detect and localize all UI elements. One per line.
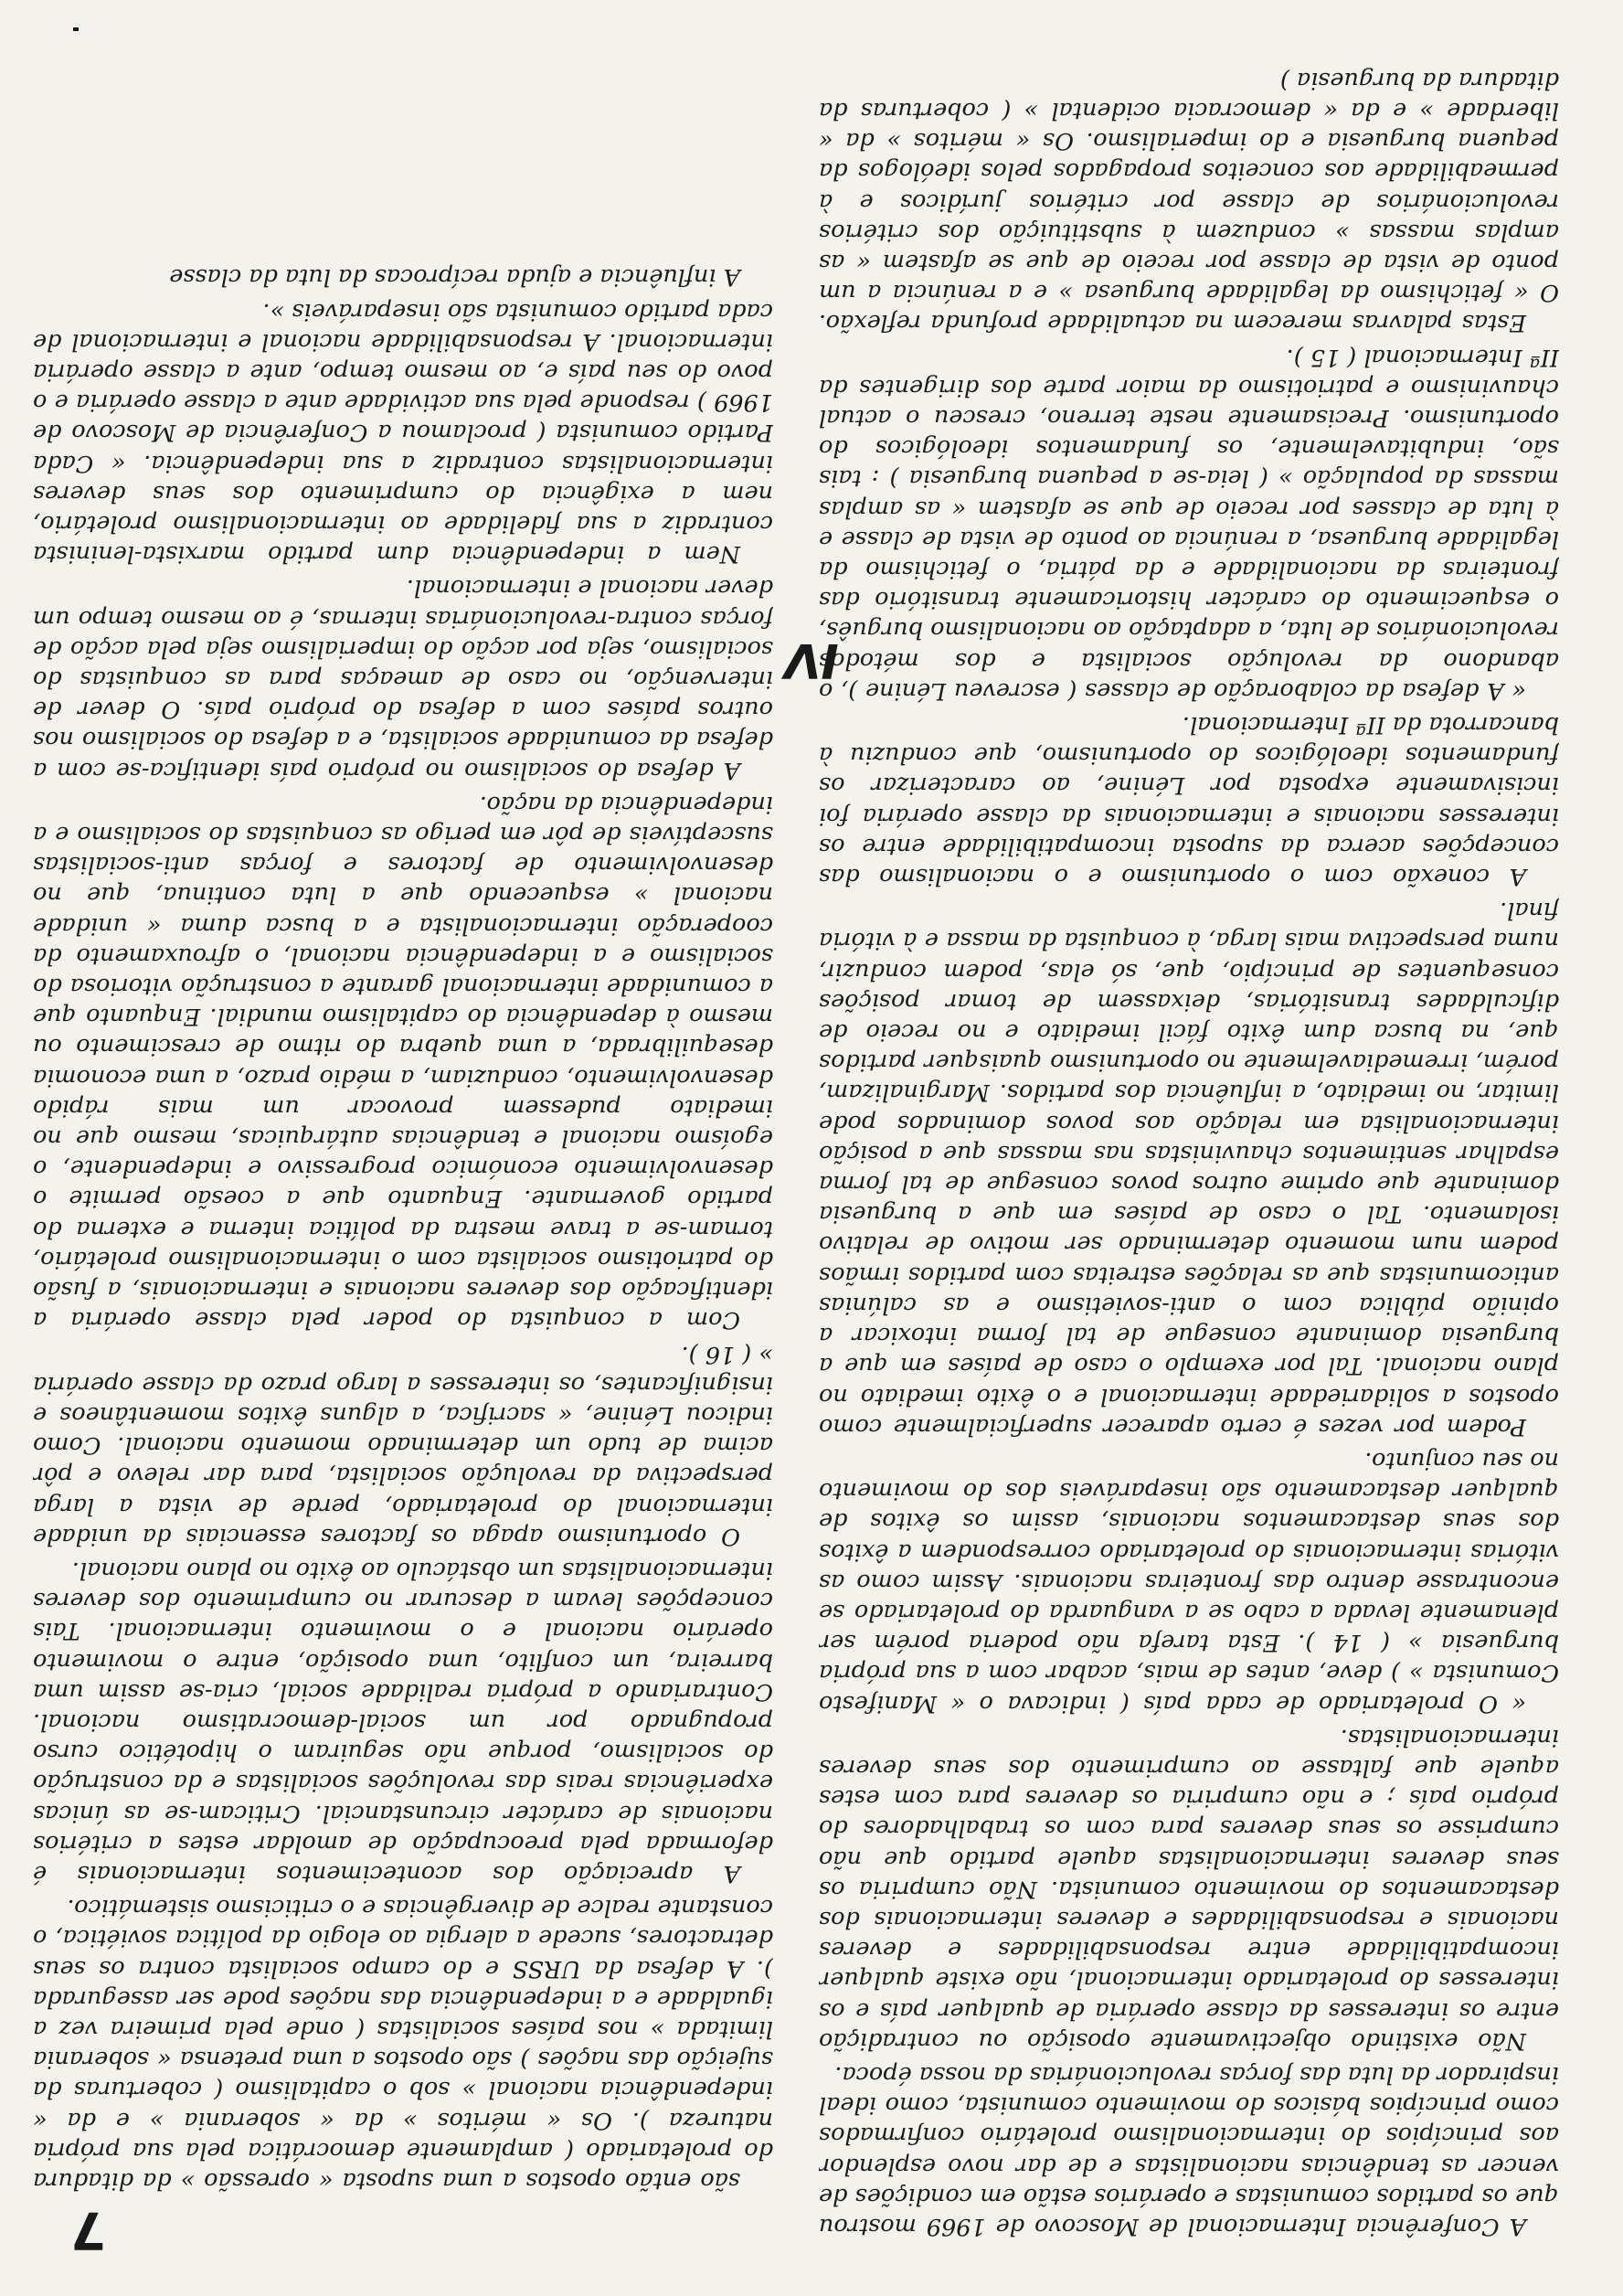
- page-number: 7: [70, 2200, 106, 2259]
- scan-mark: [73, 27, 79, 31]
- paragraph: Podem por vezes é certo aparecer superficialmente como opostos a solidariedade internacional e o êxito imediato no plano nacional. Tal por exemplo o caso de países em que a burguesia dominante consegue de tal forma intoxicar a opinião pública com o anti-sovietismo e as calúnias anticomunistas que as relações estreitas com partidos irmãos podem num momento determinado ser motivo de relativo isolamento. Tal o caso de países em que a burguesia dominante que oprime outros povos consegue de tal forma espalhar sentimentos chauvinistas nas massas que a posição internacionalista em relação aos povos dominados pode limitar, no imediato, a influência dos partidos. Marginalizam, porém, irremediavelmente no oportunismo quaisquer partidos que, na busca dum êxito fácil imediato e no receio de dificuldades transitórias, deixassem de tomar posições consequentes de princípio, que, só elas, podem conduzir, numa perspectiva mais larga, à conquista da massa e à vitória final.: [819, 897, 1559, 1440]
- paragraph: Estas palavras merecem na actualidade profunda reflexão. O « fetichismo da legalidade burguesa » e a renúncia a um ponto de vista de classe por receio de que se afastem « as amplas massas » conduzem à substituição dos critérios revolucionários de classe por critérios jurídicos e à permeabilidade aos conceitos propagados pelos ideólogos da pequena burguesia e do imperialismo. Os « méritos » da « liberdade » e da « democracia ocidental » ( coberturas da ditadura da burguesia ): [819, 66, 1559, 337]
- right-column: [33, 66, 773, 2195]
- section-numeral: IV: [784, 632, 839, 687]
- left-column: [819, 29, 1559, 2241]
- paragraph: A conexão com o oportunismo e o nacionalismo das concepções acerca da suposta incompatibilidade entre os interesses nacionais e internacionais da classe operária foi incisivamente exposta por Lénine, ao caracterizar os fundamentos ideológicos do oportunismo, que conduziu à bancarrota da IIª Internacional.: [819, 711, 1559, 891]
- paragraph: Com a conquista do poder pela classe operária a identificação dos deveres nacionais e internacionais, a fusão do patriotismo socialista com o internacionalismo proletário, tornam-se a trave mestra da política interna e externa do partido governante. Enquanto que a coesão permite o desenvolvimento económico progressivo e independente, o egoísmo nacional e tendências autárquicas, mesmo que no imediato pudessem provocar um mais rápido desenvolvimento, conduziam, a médio prazo, a uma economia desequilibrada, a uma quebra do ritmo de crescimento ou mesmo à dependência do capitalismo mundial. Enquanto que a comunidade internacional garante a construção vitoriosa do socialismo e a independência nacional, o afrouxamento da cooperação internacionalista e a busca duma « unidade nacional » esquecendo que a luta continua, que no desenvolvimento de factores e forças anti-socialistas susceptíveis de pôr em perigo as conquistas do socialismo e a independência da nação.: [33, 790, 773, 1334]
- paragraph: « A defesa da colaboração de classes ( escreveu Lénine ), o abandono da revolução socialista e dos métodos revolucionários de luta, a adaptação ao nacionalismo burguês, o esquecimento do carácter historicamente transitório das fronteiras da nacionalidade e da pátria, o fetichismo da legalidade burguesa, a renúncia ao ponto de vista de classe e à luta de classes por receio de que se afastem « as amplas massas da população » ( leia-se a pequena burguesia ) : tais são, indubitavelmente, os fundamentos ideológicos do oportunismo. Precisamente neste terreno, cresceu o actual chauvinismo e patriotismo da maior parte dos dirigentes da IIª Internacional ( 15 ).: [819, 343, 1559, 705]
- paragraph: O oportunismo apaga os factores essenciais da unidade internacional do proletariado, perde de vista a larga perspectiva da revolução socialista, para dar relevo e pôr acima de tudo um determinado momento nacional. Como indicou Lénine, « sacrifica, a alguns êxitos momentâneos e insignificantes, os interesses a largo prazo da classe operária » ( 16 ).: [33, 1340, 773, 1550]
- paragraph: « O proletariado de cada país ( indicava o « Manifesto Comunista » ) deve, antes de mais, acabar com a sua própria burguesia » ( 14 ). Esta tarefa não poderia porém ser plenamente levada a cabo se a vanguarda do proletariado se encontrasse dentro das fronteiras nacionais. Assim como as vitórias internacionais do proletariado correspondem a êxitos dos seus destacamentos nacionais, assim os êxitos de qualquer destacamento são inseparáveis dos do movimento no seu conjunto.: [819, 1446, 1559, 1717]
- paragraph: A Conferência Internacional de Moscovo de 1969 mostrou que os partidos comunistas e operários estão em condições de vencer as tendências nacionalistas e de dar novo esplendor aos princípios do internacionalismo proletário confirmados como princípios básicos do movimento comunista, como ideal inspirador da luta das forças revolucionárias da nossa época.: [819, 2060, 1559, 2240]
- paragraph: Não existindo objectivamente oposição ou contradição entre os interesses da classe operária de qualquer país e os interesses do proletariado internacional, não existe qualquer incompatibilidade entre responsabilidades e deveres nacionais e responsabilidades e deveres internacionais dos destacamentos do movimento comunista. Não cumpriria os seus deveres internacionalistas aquele partido que não cumprisse os seus deveres para com os trabalhadores do próprio país ; e não cumpriria os deveres para com estes aquele que faltasse ao cumprimento dos seus deveres internacionalistas.: [819, 1723, 1559, 2055]
- paragraph: são então opostos a uma suposta « opressão » da ditadura do proletariado ( amplamente democrática pela sua própria natureza ). Os « méritos » da « soberania » e da « independência nacional » sob o capitalismo ( coberturas da sujeição das nações ) são opostos a uma pretensa « soberania limitada » nos países socialistas ( onde pela primeira vez a igualdade e a independência das nações pode ser assegurada ). A defesa da URSS e do campo socialista contra os seus detractores, sucede a alergia ao elogio da política soviética, o constante realce de divergências e o criticismo sistemático.: [33, 1894, 773, 2195]
- paragraph: Nem a independência dum partido marxista-leninista contradiz a sua fidelidade ao internacionalismo proletário, nem a exigência do cumprimento dos seus deveres internacionalistas contradiz a sua independência. « Cada Partido comunista ( proclamou a Conferência de Moscovo de 1969 ) responde pela sua actividade ante a classe operária e o povo do seu país e, ao mesmo tempo, ante a classe operária internacional. A responsabilidade nacional e internacional de cada partido comunista são inseparáveis ».: [33, 297, 773, 569]
- paragraph: A apreciação dos acontecimentos internacionais é deformada pela preocupação de amoldar estes a critérios nacionais de carácter circunstancial. Criticam-se as únicas experiências reais das revoluções socialistas e da construção do socialismo, porque não seguiram o hipotético curso propugnado por um social-democratismo nacional. Contrariando a própria realidade social, cria-se assim uma barreira, um conflito, uma oposição, entre o movimento operário nacional e o movimento internacional. Tais concepções levam a descurar no cumprimento dos deveres internacionalistas um obstáculo ao êxito no plano nacional.: [33, 1556, 773, 1887]
- paragraph: A defesa do socialismo no próprio país identifica-se com a defesa da comunidade socialista, e a defesa do socialismo nos outros países com a defesa do próprio país. O dever de intervenção, no caso de ameaças para as conquistas do socialismo, seja por acção do imperialismo seja pela acção de forças contra-revolucionárias internas, é ao mesmo tempo um dever nacional e internacional.: [33, 574, 773, 784]
- paragraph: A influência e ajuda recíprocas da luta da classe: [169, 263, 740, 292]
